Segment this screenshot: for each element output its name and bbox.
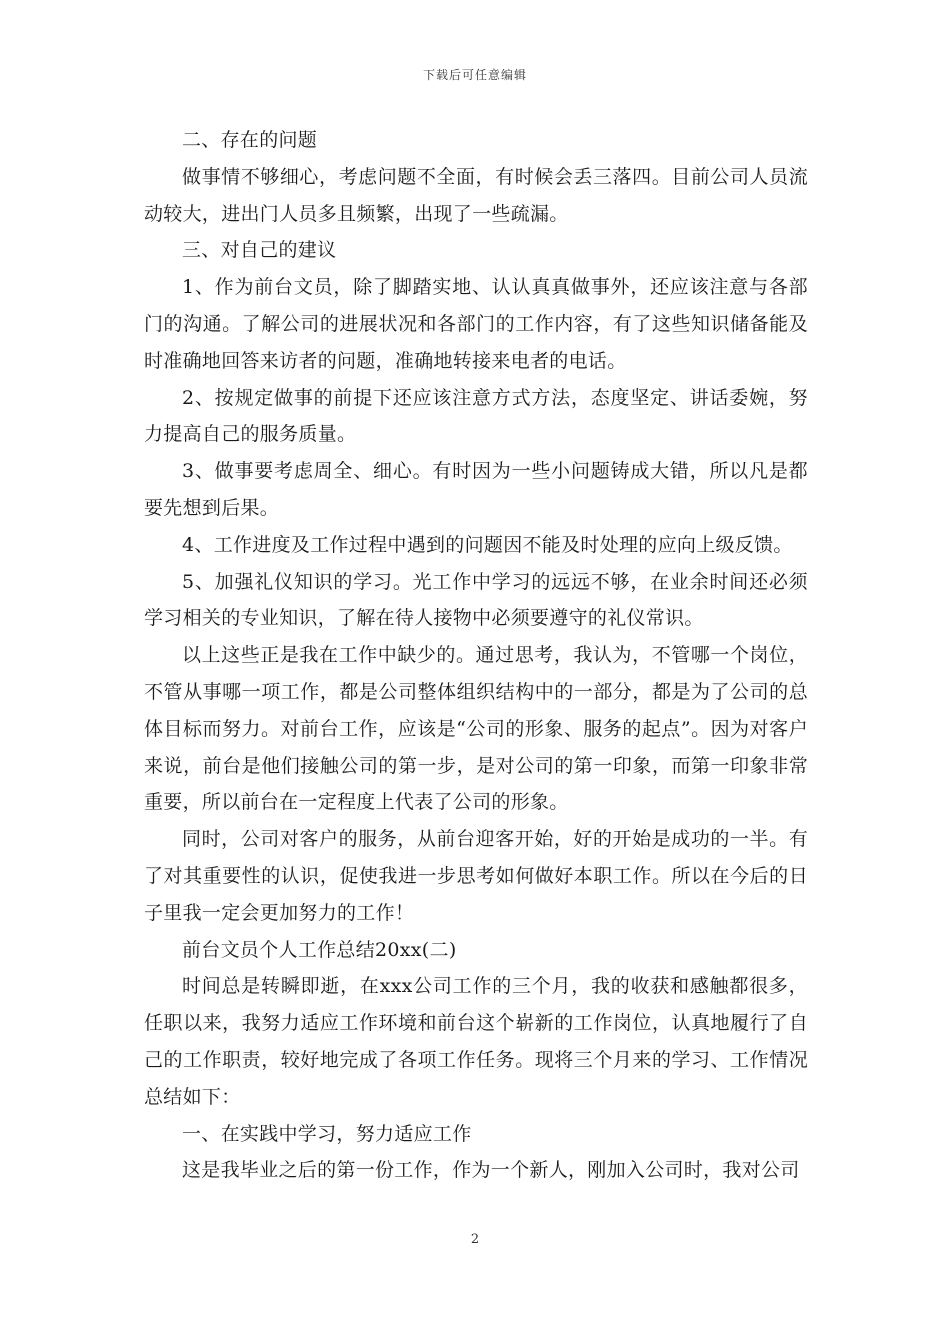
page-number: 2 xyxy=(470,1232,480,1247)
paragraph: 以上这些正是我在工作中缺少的。通过思考，我认为，不管哪一个岗位，不管从事哪一项工作，都是公司整体组织结构中的一部分，都是为了公司的总体目标而努力。对前台工作，应该是“公司的形象、服务的起点”。因为对客户来说，前台是他们接触公司的第一步，是对公司的第一印象，而第一印象非常重要，所以前台在一定程度上代表了公司的形象。 xyxy=(144,644,808,814)
section-heading-learning: 一、在实践中学习，努力适应工作 xyxy=(182,1122,472,1145)
list-item: 3、做事要考虑周全、细心。有时因为一些小问题铸成大错，所以凡是都要先想到后果。 xyxy=(144,460,808,519)
paragraph: 同时，公司对客户的服务，从前台迎客开始，好的开始是成功的一半。有了对其重要性的认识，促使我进一步思考如何做好本职工作。所以在今后的日子里我一定会更加努力的工作！ xyxy=(144,828,808,924)
paragraph: 时间总是转瞬即逝，在xxx公司工作的三个月，我的收获和感触都很多，任职以来，我努力适应工作环境和前台这个崭新的工作岗位，认真地履行了自己的工作职责，较好地完成了各项工作任务。现将三个月来的学习、工作情况总结如下： xyxy=(144,975,808,1108)
list-item: 4、工作进度及工作过程中遇到的问题因不能及时处理的应向上级反馈。 xyxy=(182,533,793,556)
document-body xyxy=(144,122,808,1189)
list-item: 5、加强礼仪知识的学习。光工作中学习的远远不够，在业余时间还必须学习相关的专业知识，了解在待人接物中必须要遵守的礼仪常识。 xyxy=(144,570,808,630)
page-header: 下载后可任意编辑 xyxy=(422,68,527,82)
list-item: 2、按规定做事的前提下还应该注意方式方法，态度坚定、讲话委婉，努力提高自己的服务质量。 xyxy=(144,386,808,446)
subtitle: 前台文员个人工作总结20xx(二) xyxy=(182,938,457,961)
section-heading-problems: 二、存在的问题 xyxy=(182,129,318,151)
section-heading-suggestions: 三、对自己的建议 xyxy=(182,239,337,262)
paragraph: 这是我毕业之后的第一份工作，作为一个新人，刚加入公司时，我对公司 xyxy=(182,1159,800,1182)
list-item: 1、作为前台文员，除了脚踏实地、认认真真做事外，还应该注意与各部门的沟通。了解公司的进展状况和各部门的工作内容，有了这些知识储备能及时准确地回答来访者的问题，准确地转接来电者的电话。 xyxy=(144,276,808,372)
paragraph: 做事情不够细心，考虑问题不全面，有时候会丢三落四。目前公司人员流动较大，进出门人员多且频繁，出现了一些疏漏。 xyxy=(144,165,808,225)
